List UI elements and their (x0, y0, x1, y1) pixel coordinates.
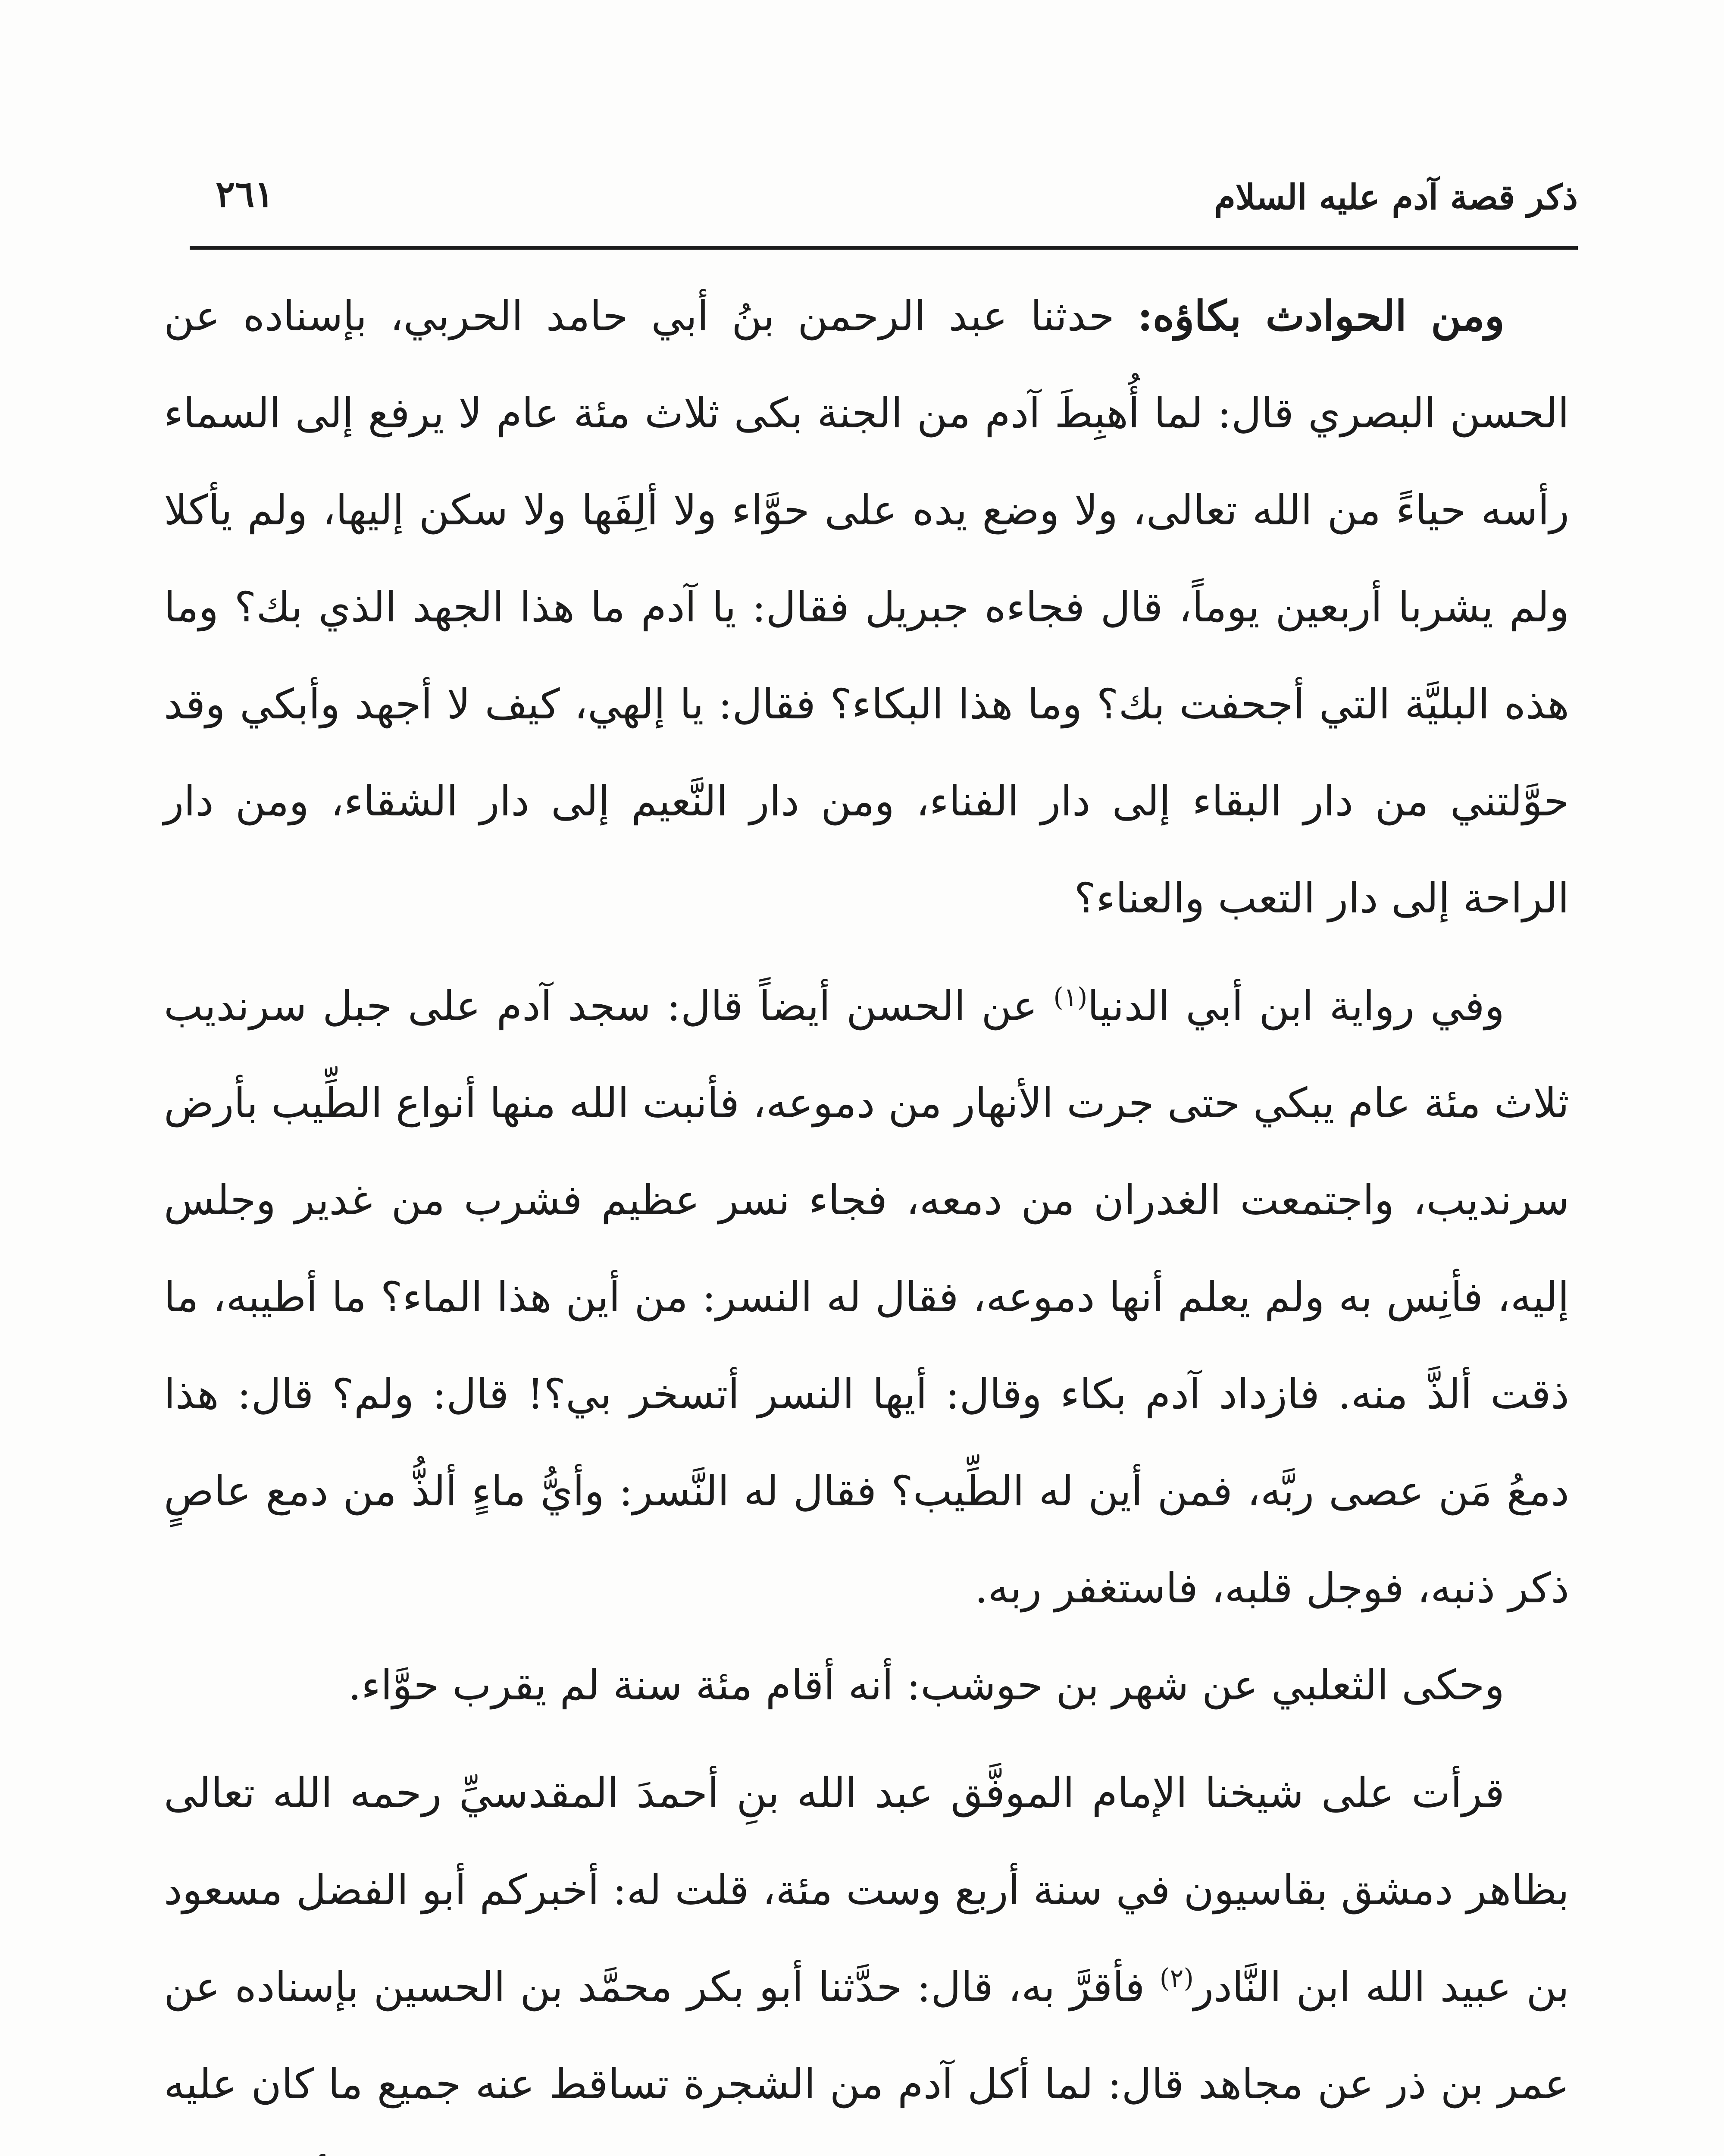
page-header (190, 164, 1578, 250)
section-lead-heading: ومن الحوادث بكاؤه: (1137, 291, 1505, 340)
running-title: ذكر قصة آدم عليه السلام (1214, 177, 1578, 217)
paragraph-text: وفي رواية ابن أبي الدنيا (1087, 982, 1505, 1030)
paragraph-weeping-of-adam (164, 267, 1569, 947)
paragraph-text: عن الحسن أيضاً قال: سجد آدم على جبل سرنديب ثلاث مئة عام يبكي حتى جرت الأنهار من دموعه، فأنبت الله منها أنواع الطِّيب بأرض سرنديب، واجتمعت الغدران من دمعه، فجاء نسر عظيم فشرب من غدير وجلس إليه، فأنِس به ولم يعلم أنها دموعه، فقال له النسر: من أين هذا الماء؟ ما أطيبه، ما ذقت ألذَّ منه. فازداد آدم بكاء وقال: أيها النسر أتسخر بي؟! قال: ولم؟ قال: هذا دمعُ مَن عصى ربَّه، فمن أين له الطِّيب؟ فقال له النَّسر: وأيُّ ماءٍ ألذُّ من دمع عاصٍ ذكر ذنبه، فوجل قلبه، فاستغفر ربه. (164, 982, 1569, 1612)
paragraph-text: فأقرَّ به، قال: حدَّثنا أبو بكر محمَّد بن الحسين بإسناده عن عمر بن ذر عن مجاهد قال: لما أكل آدم من الشجرة تساقط عنه جميع ما كان عليه (164, 1963, 1569, 2108)
paragraph-text: قرأت على شيخنا الإمام الموفَّق عبد الله بنِ أحمدَ المقدسيِّ رحمه الله تعالى بظاهر دمشق بقاسيون في سنة أربع وست مئة، قلت له: أخبركم أبو الفضل مسعود بن عبيد الله ابن النَّادر (164, 1769, 1570, 2011)
paragraph-mujahid (164, 1745, 1569, 2156)
paragraph-ibn-abi-dunya (164, 958, 1569, 1637)
footnote-reference-1[interactable]: (١) (1053, 982, 1088, 1012)
page-number: ٢٦١ (216, 172, 274, 215)
main-text (164, 267, 1569, 2156)
footnote-reference-2[interactable]: (٢) (1159, 1963, 1194, 1993)
header-divider (190, 246, 1578, 250)
paragraph-text: حدثنا عبد الرحمن بنُ أبي حامد الحربي، بإسناده عن الحسن البصري قال: لما أُهبِطَ آدم من الجنة بكى ثلاث مئة عام لا يرفع إلى السماء رأسه حياءً من الله تعالى، ولا وضع يده على حوَّاء ولا ألِفَها ولا سكن إليها، ولم يأكلا ولم يشربا أربعين يوماً، قال فجاءه جبريل فقال: يا آدم ما هذا الجهد الذي بك؟ وما هذه البليَّة التي أجحفت بك؟ وما هذا البكاء؟ فقال: يا إلهي، كيف لا أجهد وأبكي وقد حوَّلتني من دار البقاء إلى دار الفناء، ومن دار النَّعيم إلى دار الشقاء، ومن دار الراحة إلى دار التعب والعناء؟ (164, 292, 1570, 922)
paragraph-thalabi (164, 1637, 1569, 1734)
paragraph-text: وحكى الثعلبي عن شهر بن حوشب: أنه أقام مئة سنة لم يقرب حوَّاء. (348, 1661, 1505, 1709)
